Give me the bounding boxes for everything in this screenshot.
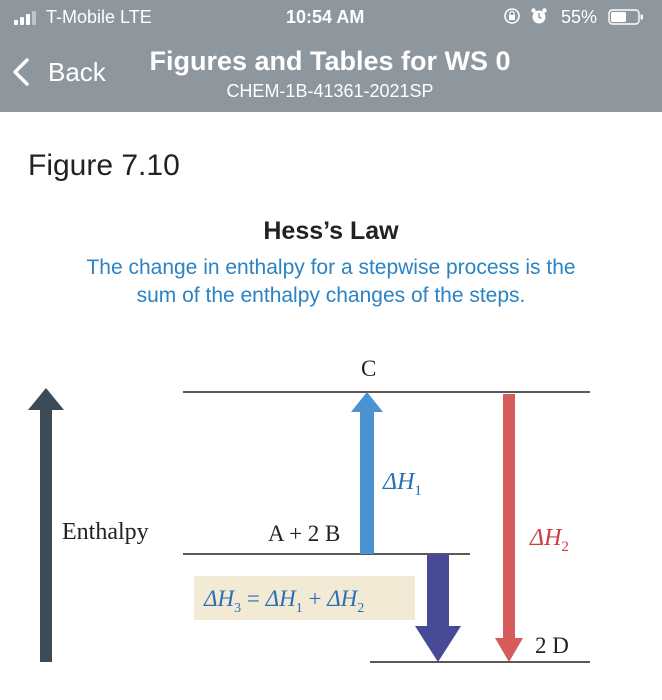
dh1-label: $\Delta H_1$ (383, 469, 422, 499)
dh3-arrow (415, 554, 461, 662)
rotation-lock-icon (504, 8, 520, 24)
page-title: Figures and Tables for WS 0 (149, 46, 511, 76)
enthalpy-axis-arrow (28, 388, 64, 662)
dh1-arrow (351, 392, 383, 554)
figure-description-line-1: The change in enthalpy for a stepwise process is the (86, 256, 576, 279)
level-label-d: 2 D (535, 633, 569, 658)
course-subtitle: CHEM-1B-41361-2021SP (226, 81, 434, 101)
axis-label: Enthalpy (62, 519, 149, 545)
figure-description-line-2: sum of the enthalpy changes of the steps. (136, 284, 526, 307)
level-label-ab: A + 2 B (268, 521, 341, 546)
figure-title: Hess’s Law (263, 217, 399, 245)
signal-icon (14, 11, 38, 25)
app-header (0, 0, 662, 112)
back-label: Back (48, 57, 106, 87)
back-button[interactable] (12, 52, 122, 92)
hess-law-diagram (0, 340, 662, 700)
carrier-label: T-Mobile LTE (46, 7, 152, 27)
equation-label: $\Delta H_3 = \Delta H_1 + \Delta H_2$ (204, 586, 365, 616)
figure-description (0, 254, 662, 310)
alarm-icon (530, 7, 548, 25)
dh2-label: $\Delta H_2$ (530, 525, 569, 555)
chevron-left-icon (12, 58, 30, 86)
dh2-arrow (495, 394, 523, 662)
clock: 10:54 AM (286, 7, 365, 27)
battery-icon (608, 9, 644, 25)
battery-percent: 55% (561, 7, 598, 27)
figure-number: Figure 7.10 (28, 149, 180, 182)
level-label-c: C (361, 356, 377, 381)
